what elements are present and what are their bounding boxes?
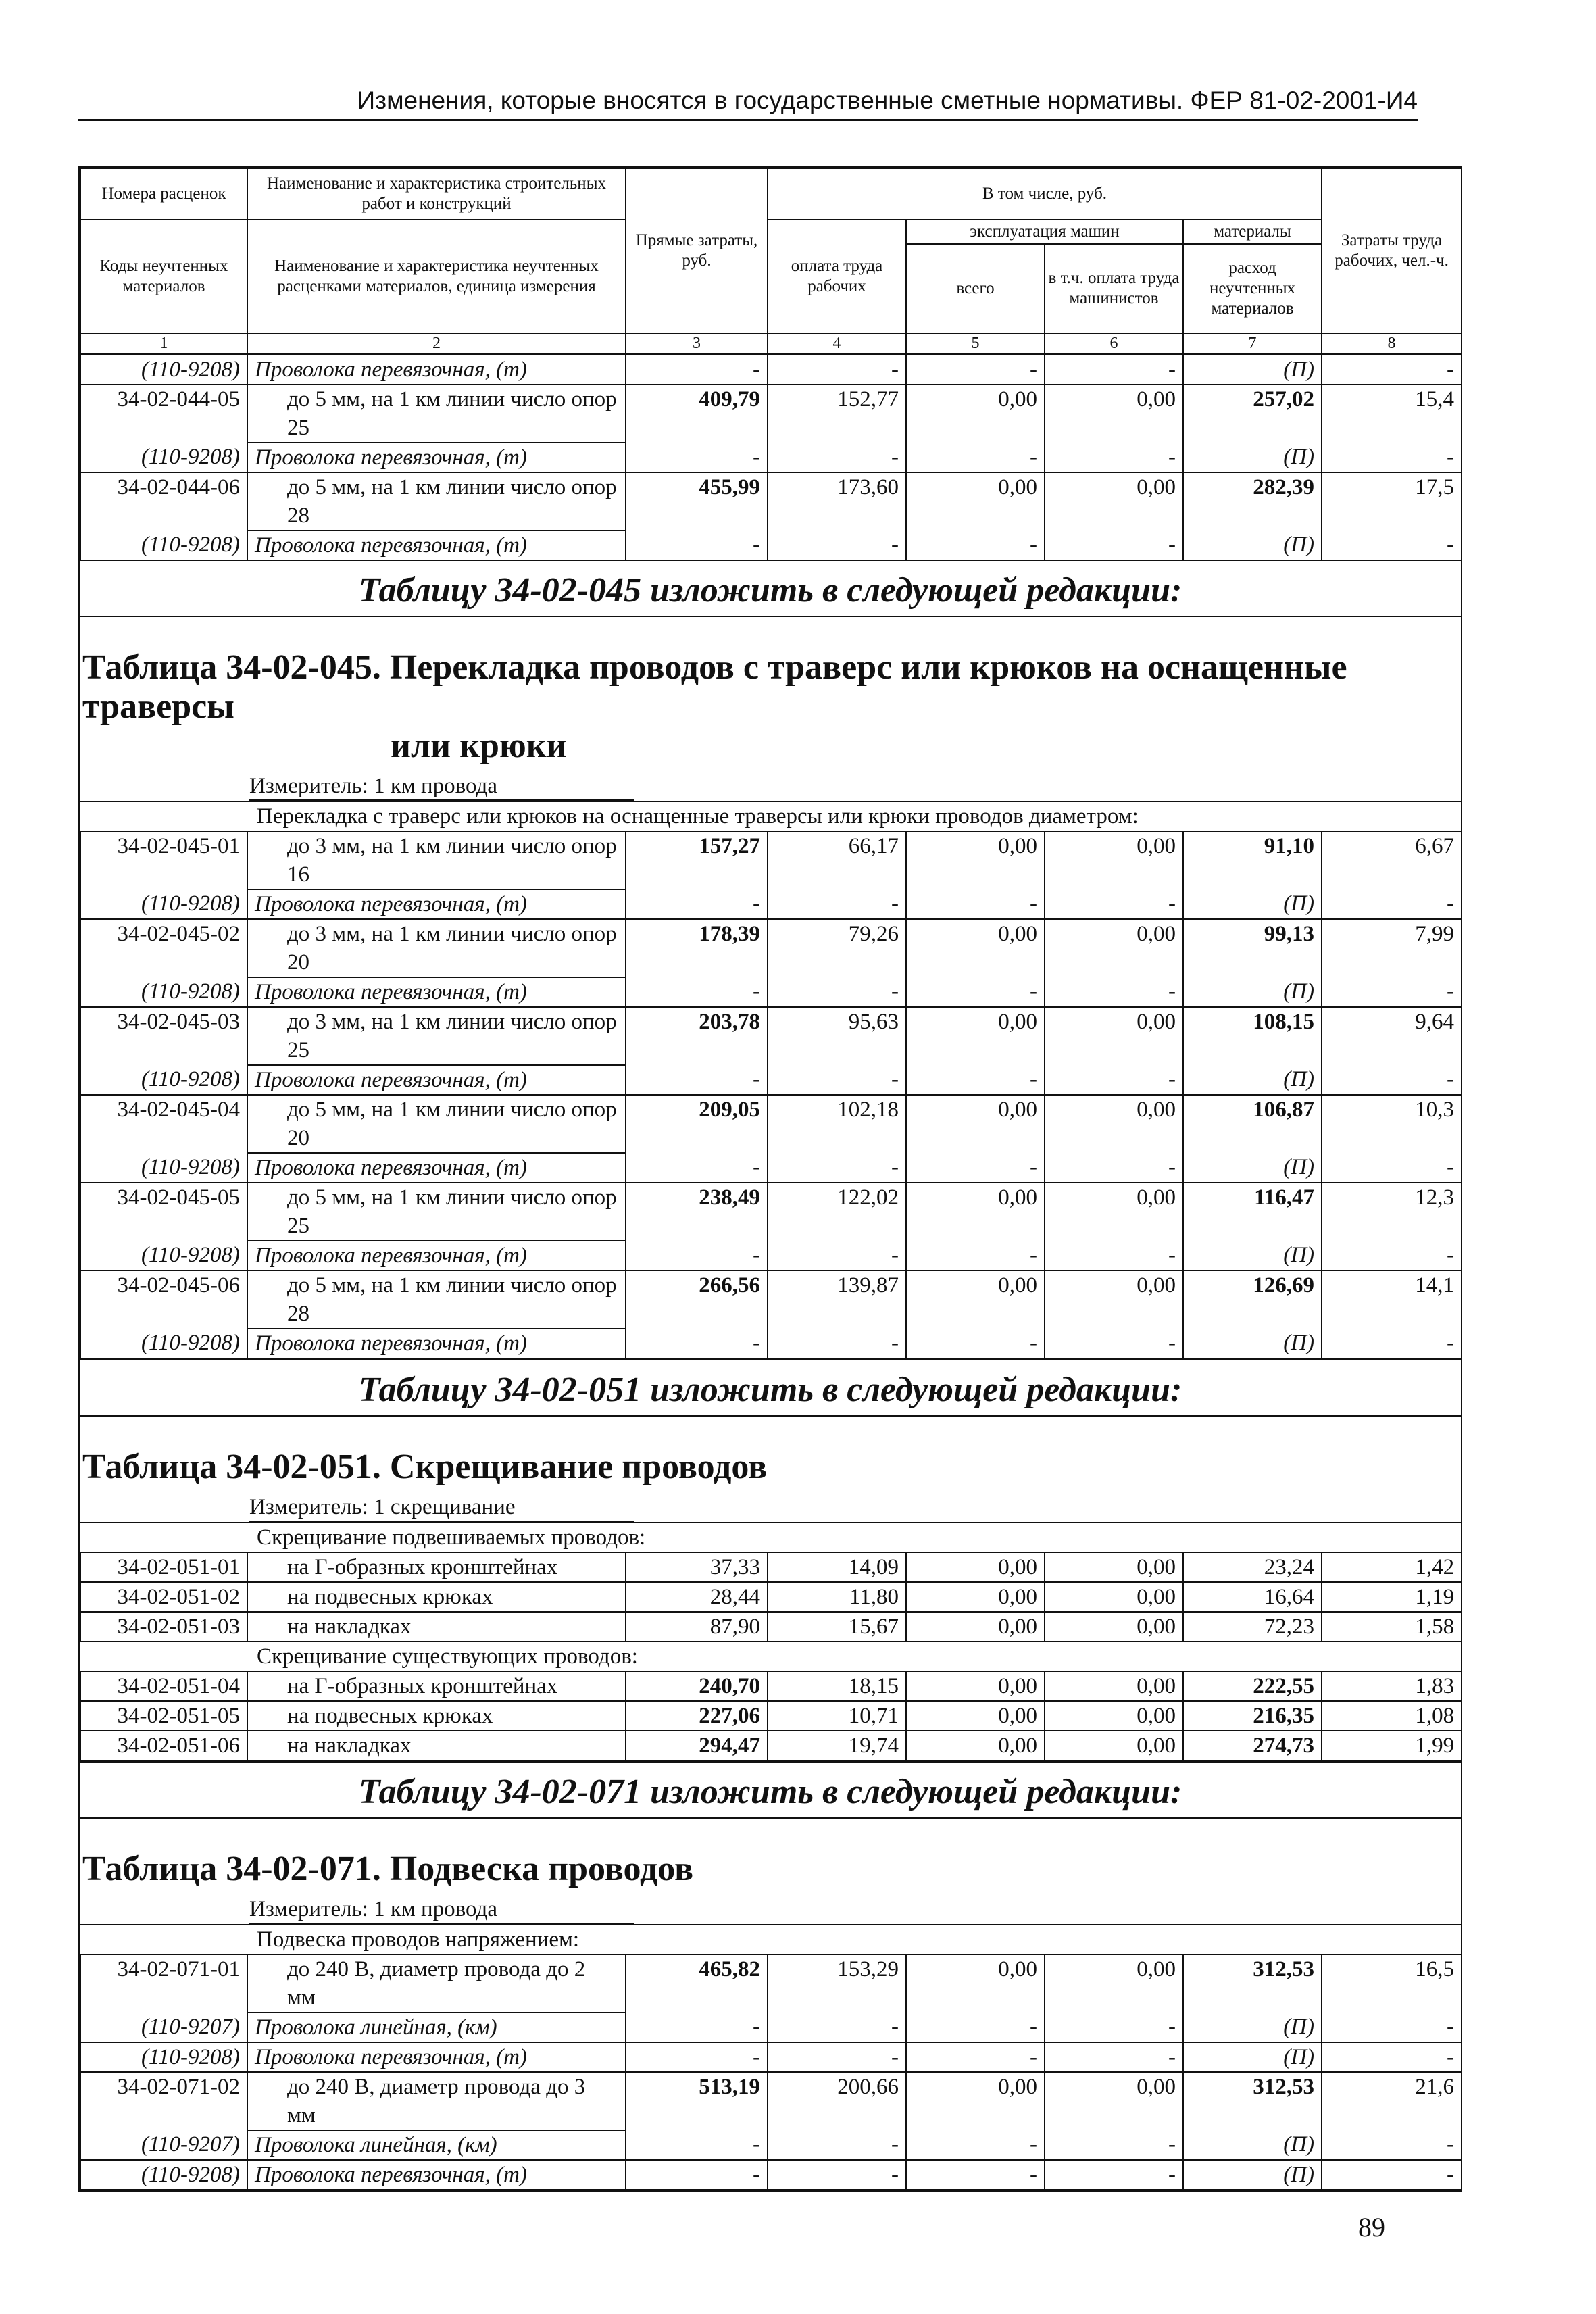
rate-value: 1,58 bbox=[1322, 1612, 1462, 1642]
rate-value: 12,3 bbox=[1322, 1183, 1462, 1241]
rate-name: до 5 мм, на 1 км линии число опор 25 bbox=[247, 1183, 626, 1241]
rate-value: 37,33 bbox=[626, 1552, 768, 1582]
rate-value: 0,00 bbox=[906, 1582, 1045, 1612]
col-num: 8 bbox=[1322, 333, 1462, 353]
material-value: - bbox=[626, 2042, 768, 2072]
rate-value: 95,63 bbox=[768, 1007, 906, 1065]
rate-value: 10,3 bbox=[1322, 1095, 1462, 1153]
material-value: - bbox=[626, 2160, 768, 2190]
rate-value: 0,00 bbox=[906, 1671, 1045, 1701]
rate-value: 1,42 bbox=[1322, 1552, 1462, 1582]
material-value: - bbox=[1322, 1153, 1462, 1183]
rate-value: 0,00 bbox=[906, 2072, 1045, 2130]
table-051-title-block bbox=[80, 1417, 1461, 1522]
rate-value: 14,1 bbox=[1322, 1271, 1462, 1329]
material-name: Проволока перевязочная, (т) bbox=[247, 2160, 626, 2190]
material-name: Проволока перевязочная, (т) bbox=[247, 1065, 626, 1095]
col-num: 2 bbox=[247, 333, 626, 353]
material-row bbox=[80, 977, 1462, 1007]
rate-value: 0,00 bbox=[1045, 1701, 1183, 1731]
rate-value: 257,02 bbox=[1183, 385, 1322, 443]
material-row bbox=[80, 1065, 1462, 1095]
material-value: - bbox=[1045, 2013, 1183, 2042]
col-mach-pay: в т.ч. оплата труда машинистов bbox=[1045, 244, 1183, 333]
material-value: - bbox=[1045, 2042, 1183, 2072]
table-34-02-051 bbox=[80, 1522, 1462, 1761]
col-num: 5 bbox=[906, 333, 1045, 353]
rate-name: до 3 мм, на 1 км линии число опор 25 bbox=[247, 1007, 626, 1065]
material-value: - bbox=[1045, 977, 1183, 1007]
col-name-top: Наименование и характеристика строительных работ и конструкций bbox=[247, 168, 626, 220]
rate-value: 238,49 bbox=[626, 1183, 768, 1241]
rate-value: 0,00 bbox=[906, 1271, 1045, 1329]
rate-value: 1,83 bbox=[1322, 1671, 1462, 1701]
material-value: - bbox=[626, 2013, 768, 2042]
rate-code: 34-02-051-02 bbox=[80, 1582, 247, 1612]
material-row bbox=[80, 2042, 1462, 2072]
rate-value: 0,00 bbox=[906, 1731, 1045, 1761]
rate-value: 72,23 bbox=[1183, 1612, 1322, 1642]
material-row: (110-9208) Проволока перевязочная, (т) - - - - (П) - bbox=[80, 355, 1462, 385]
material-value: - bbox=[906, 2130, 1045, 2160]
rate-value: 513,19 bbox=[626, 2072, 768, 2130]
rate-value: 11,80 bbox=[768, 1582, 906, 1612]
material-code: (110-9208) bbox=[80, 889, 247, 919]
rate-value: 1,08 bbox=[1322, 1701, 1462, 1731]
rate-value: 16,5 bbox=[1322, 1954, 1462, 2013]
rate-value: 15,67 bbox=[768, 1612, 906, 1642]
material-code: (110-9208) bbox=[80, 1153, 247, 1183]
rate-value: 122,02 bbox=[768, 1183, 906, 1241]
rate-value: 0,00 bbox=[1045, 1095, 1183, 1153]
rate-value: 21,6 bbox=[1322, 2072, 1462, 2130]
document-body bbox=[78, 166, 1462, 2192]
col-num: 4 bbox=[768, 333, 906, 353]
material-value: - bbox=[768, 443, 906, 472]
material-value: - bbox=[768, 889, 906, 919]
rate-code: 34-02-045-05 bbox=[80, 1183, 247, 1241]
rate-value: 28,44 bbox=[626, 1582, 768, 1612]
rate-value: 178,39 bbox=[626, 919, 768, 977]
rate-value: 0,00 bbox=[906, 1701, 1045, 1731]
rate-value: 0,00 bbox=[1045, 1271, 1183, 1329]
material-value: - bbox=[1322, 2160, 1462, 2190]
rate-value: 0,00 bbox=[906, 919, 1045, 977]
col-machines: эксплуатация машин bbox=[906, 220, 1183, 244]
material-value: - bbox=[626, 889, 768, 919]
material-name: Проволока перевязочная, (т) bbox=[247, 2042, 626, 2072]
rate-value: 0,00 bbox=[1045, 1671, 1183, 1701]
material-value: (П) bbox=[1183, 1329, 1322, 1358]
rate-value: 0,00 bbox=[906, 1007, 1045, 1065]
col-direct: Прямые затраты, руб. bbox=[626, 168, 768, 333]
material-name: Проволока перевязочная, (т) bbox=[247, 889, 626, 919]
rate-value: 409,79 bbox=[626, 385, 768, 443]
material-value: - bbox=[906, 2042, 1045, 2072]
material-value: - bbox=[1322, 889, 1462, 919]
rate-value: 455,99 bbox=[626, 472, 768, 531]
table-045-title-cont: или крюки bbox=[391, 727, 567, 765]
material-name: Проволока перевязочная, (т) bbox=[247, 1153, 626, 1183]
rate-value: 0,00 bbox=[906, 831, 1045, 889]
material-value: - bbox=[768, 1329, 906, 1358]
material-value: (П) bbox=[1183, 2160, 1322, 2190]
rate-name: на Г-образных кронштейнах bbox=[247, 1552, 626, 1582]
rate-value: 0,00 bbox=[906, 1183, 1045, 1241]
table-051-title: Таблица 34-02-051. Скрещивание проводов bbox=[82, 1448, 768, 1486]
rate-name: до 3 мм, на 1 км линии число опор 16 bbox=[247, 831, 626, 889]
table-071-section: Подвеска проводов напряжением: bbox=[80, 1925, 1462, 1954]
material-value: (П) bbox=[1183, 1153, 1322, 1183]
rate-value: 240,70 bbox=[626, 1671, 768, 1701]
rate-value: 200,66 bbox=[768, 2072, 906, 2130]
material-row bbox=[80, 531, 1462, 560]
col-codes-bottom: Коды неучтенных материалов bbox=[80, 220, 247, 333]
rate-value: 203,78 bbox=[626, 1007, 768, 1065]
table-row bbox=[80, 1007, 1462, 1065]
rate-code: 34-02-044-06 bbox=[80, 472, 247, 531]
rate-value: 99,13 bbox=[1183, 919, 1322, 977]
table-051-section-1: Скрещивание подвешиваемых проводов: bbox=[80, 1523, 1462, 1552]
rate-name: на подвесных крюках bbox=[247, 1701, 626, 1731]
material-value: (П) bbox=[1183, 889, 1322, 919]
rate-value: 227,06 bbox=[626, 1701, 768, 1731]
rate-value: 0,00 bbox=[1045, 1183, 1183, 1241]
rate-value: 0,00 bbox=[1045, 1552, 1183, 1582]
material-value: - bbox=[906, 1329, 1045, 1358]
material-value: (П) bbox=[1183, 443, 1322, 472]
rate-value: 0,00 bbox=[906, 1095, 1045, 1153]
material-name: Проволока линейная, (км) bbox=[247, 2130, 626, 2160]
material-value: - bbox=[906, 443, 1045, 472]
rate-value: 23,24 bbox=[1183, 1552, 1322, 1582]
rate-code: 34-02-051-05 bbox=[80, 1701, 247, 1731]
table-051-section-2: Скрещивание существующих проводов: bbox=[80, 1642, 1462, 1671]
table-045-section: Перекладка с траверс или крюков на оснащенные траверсы или крюки проводов диаметром: bbox=[80, 802, 1462, 831]
rate-value: 79,26 bbox=[768, 919, 906, 977]
material-value: - bbox=[1045, 531, 1183, 560]
material-value: - bbox=[906, 1065, 1045, 1095]
table-045-measure: Измеритель: 1 км провода bbox=[249, 772, 634, 801]
rate-value: 282,39 bbox=[1183, 472, 1322, 531]
table-row bbox=[80, 472, 1462, 531]
rate-value: 0,00 bbox=[906, 1552, 1045, 1582]
table-row bbox=[80, 1183, 1462, 1241]
table-row bbox=[80, 1701, 1462, 1731]
material-code: (110-9208) bbox=[80, 2160, 247, 2190]
material-value: - bbox=[1322, 531, 1462, 560]
material-name: Проволока перевязочная, (т) bbox=[247, 1241, 626, 1271]
col-num: 3 bbox=[626, 333, 768, 353]
material-value: (П) bbox=[1183, 2013, 1322, 2042]
table-34-02-045 bbox=[80, 801, 1462, 1359]
material-value: - bbox=[768, 2042, 906, 2072]
col-num: 6 bbox=[1045, 333, 1183, 353]
material-value: (П) bbox=[1183, 2042, 1322, 2072]
col-mach-total: всего bbox=[906, 244, 1045, 333]
col-incl: В том числе, руб. bbox=[768, 168, 1322, 220]
rate-value: 15,4 bbox=[1322, 385, 1462, 443]
rate-value: 274,73 bbox=[1183, 1731, 1322, 1761]
rate-value: 18,15 bbox=[768, 1671, 906, 1701]
rate-value: 1,19 bbox=[1322, 1582, 1462, 1612]
rate-value: 0,00 bbox=[1045, 472, 1183, 531]
material-value: (П) bbox=[1183, 531, 1322, 560]
rate-value: 10,71 bbox=[768, 1701, 906, 1731]
material-value: - bbox=[768, 2130, 906, 2160]
material-row bbox=[80, 889, 1462, 919]
rate-value: 0,00 bbox=[1045, 1582, 1183, 1612]
material-value: - bbox=[768, 1153, 906, 1183]
table-071-title-block bbox=[80, 1819, 1461, 1924]
rate-value: 173,60 bbox=[768, 472, 906, 531]
material-value: - bbox=[768, 531, 906, 560]
rate-name: до 5 мм, на 1 км линии число опор 28 bbox=[247, 472, 626, 531]
table-row bbox=[80, 1552, 1462, 1582]
table-row bbox=[80, 385, 1462, 443]
material-value: (П) bbox=[1183, 1065, 1322, 1095]
material-value: - bbox=[1322, 1329, 1462, 1358]
rate-name: до 5 мм, на 1 км линии число опор 25 bbox=[247, 385, 626, 443]
material-value: (П) bbox=[1183, 1241, 1322, 1271]
rate-value: 9,64 bbox=[1322, 1007, 1462, 1065]
rate-value: 222,55 bbox=[1183, 1671, 1322, 1701]
rate-value: 91,10 bbox=[1183, 831, 1322, 889]
material-value: - bbox=[1045, 2130, 1183, 2160]
material-row bbox=[80, 1153, 1462, 1183]
rate-code: 34-02-051-03 bbox=[80, 1612, 247, 1642]
material-code: (110-9208) bbox=[80, 1065, 247, 1095]
rate-value: 157,27 bbox=[626, 831, 768, 889]
material-value: (П) bbox=[1183, 2130, 1322, 2160]
material-code: (110-9208) bbox=[80, 2042, 247, 2072]
material-row bbox=[80, 2013, 1462, 2042]
material-value: - bbox=[1322, 977, 1462, 1007]
table-071-measure: Измеритель: 1 км провода bbox=[249, 1896, 634, 1924]
material-row bbox=[80, 2130, 1462, 2160]
material-value: - bbox=[1045, 443, 1183, 472]
material-value: - bbox=[768, 1065, 906, 1095]
material-code: (110-9207) bbox=[80, 2130, 247, 2160]
material-value: - bbox=[626, 1065, 768, 1095]
material-value: - bbox=[1045, 1329, 1183, 1358]
rate-code: 34-02-045-04 bbox=[80, 1095, 247, 1153]
rate-code: 34-02-071-01 bbox=[80, 1954, 247, 2013]
material-value: - bbox=[906, 2160, 1045, 2190]
rate-name: до 5 мм, на 1 км линии число опор 20 bbox=[247, 1095, 626, 1153]
table-row bbox=[80, 919, 1462, 977]
rate-value: 312,53 bbox=[1183, 1954, 1322, 2013]
rate-name: на накладках bbox=[247, 1731, 626, 1761]
material-value: - bbox=[1045, 1065, 1183, 1095]
table-34-02-071 bbox=[80, 1924, 1462, 2190]
instruction-045: Таблицу 34-02-045 изложить в следующей редакции: bbox=[80, 561, 1461, 617]
rate-value: 266,56 bbox=[626, 1271, 768, 1329]
rate-value: 126,69 bbox=[1183, 1271, 1322, 1329]
rate-value: 0,00 bbox=[1045, 385, 1183, 443]
rate-value: 152,77 bbox=[768, 385, 906, 443]
rate-code: 34-02-044-05 bbox=[80, 385, 247, 443]
table-34-02-044 bbox=[80, 354, 1462, 561]
table-row bbox=[80, 2072, 1462, 2130]
table-header bbox=[80, 168, 1462, 354]
rate-value: 14,09 bbox=[768, 1552, 906, 1582]
table-051-measure: Измеритель: 1 скрещивание bbox=[249, 1494, 634, 1522]
material-value: - bbox=[1045, 889, 1183, 919]
material-value: - bbox=[626, 2130, 768, 2160]
rate-code: 34-02-045-02 bbox=[80, 919, 247, 977]
material-value: - bbox=[626, 443, 768, 472]
rate-code: 34-02-051-06 bbox=[80, 1731, 247, 1761]
material-value: - bbox=[626, 531, 768, 560]
material-code: (110-9208) bbox=[80, 443, 247, 472]
material-code: (110-9208) bbox=[80, 531, 247, 560]
rate-value: 209,05 bbox=[626, 1095, 768, 1153]
material-value: (П) bbox=[1183, 977, 1322, 1007]
material-value: - bbox=[1322, 443, 1462, 472]
rate-code: 34-02-045-01 bbox=[80, 831, 247, 889]
table-045-title-block bbox=[80, 617, 1461, 801]
material-value: - bbox=[768, 977, 906, 1007]
material-code: (110-9208) bbox=[80, 1241, 247, 1271]
material-value: - bbox=[1322, 1065, 1462, 1095]
rate-value: 0,00 bbox=[1045, 1612, 1183, 1642]
material-value: - bbox=[1045, 2160, 1183, 2190]
page-header: Изменения, которые вносятся в государственные сметные нормативы. ФЕР 81-02-2001-И4 bbox=[78, 87, 1418, 121]
rate-value: 87,90 bbox=[626, 1612, 768, 1642]
material-name: Проволока перевязочная, (т) bbox=[247, 1329, 626, 1358]
material-value: - bbox=[906, 2013, 1045, 2042]
table-row bbox=[80, 1671, 1462, 1701]
material-code: (110-9207) bbox=[80, 2013, 247, 2042]
material-value: - bbox=[626, 1241, 768, 1271]
material-value: - bbox=[906, 889, 1045, 919]
col-mat-cost: расход неучтенных материалов bbox=[1183, 244, 1322, 333]
rate-value: 0,00 bbox=[1045, 831, 1183, 889]
instruction-071: Таблицу 34-02-071 изложить в следующей редакции: bbox=[80, 1761, 1461, 1819]
material-value: - bbox=[626, 977, 768, 1007]
table-row bbox=[80, 1095, 1462, 1153]
material-value: - bbox=[1322, 1241, 1462, 1271]
material-value: - bbox=[626, 1329, 768, 1358]
material-name: Проволока перевязочная, (т) bbox=[247, 443, 626, 472]
page-number: 89 bbox=[1358, 2212, 1385, 2242]
rate-value: 294,47 bbox=[626, 1731, 768, 1761]
rate-name: до 240 В, диаметр провода до 2 мм bbox=[247, 1954, 626, 2013]
rate-value: 0,00 bbox=[906, 385, 1045, 443]
material-value: - bbox=[1322, 2042, 1462, 2072]
rate-code: 34-02-051-01 bbox=[80, 1552, 247, 1582]
material-name: Проволока линейная, (км) bbox=[247, 2013, 626, 2042]
rate-value: 17,5 bbox=[1322, 472, 1462, 531]
material-name: Проволока перевязочная, (т) bbox=[247, 531, 626, 560]
rate-name: на Г-образных кронштейнах bbox=[247, 1671, 626, 1701]
rate-value: 0,00 bbox=[1045, 1954, 1183, 2013]
rate-value: 116,47 bbox=[1183, 1183, 1322, 1241]
material-row bbox=[80, 2160, 1462, 2190]
rate-value: 0,00 bbox=[1045, 919, 1183, 977]
rate-value: 19,74 bbox=[768, 1731, 906, 1761]
rate-name: до 3 мм, на 1 км линии число опор 20 bbox=[247, 919, 626, 977]
material-value: - bbox=[906, 977, 1045, 1007]
rate-value: 465,82 bbox=[626, 1954, 768, 2013]
material-value: - bbox=[626, 1153, 768, 1183]
material-row bbox=[80, 443, 1462, 472]
col-labor-pay: оплата труда рабочих bbox=[768, 220, 906, 333]
rate-value: 6,67 bbox=[1322, 831, 1462, 889]
table-071-title: Таблица 34-02-071. Подвеска проводов bbox=[82, 1850, 694, 1888]
rate-value: 102,18 bbox=[768, 1095, 906, 1153]
rate-code: 34-02-045-06 bbox=[80, 1271, 247, 1329]
material-value: - bbox=[906, 531, 1045, 560]
col-name-bottom: Наименование и характеристика неучтенных расценками материалов, единица измерения bbox=[247, 220, 626, 333]
rate-value: 312,53 bbox=[1183, 2072, 1322, 2130]
rate-name: на накладках bbox=[247, 1612, 626, 1642]
rate-name: до 5 мм, на 1 км линии число опор 28 bbox=[247, 1271, 626, 1329]
rate-value: 0,00 bbox=[1045, 2072, 1183, 2130]
table-045-title: Таблица 34-02-045. Перекладка проводов с траверс или крюков на оснащенные траверсы bbox=[82, 648, 1347, 726]
rate-value: 108,15 bbox=[1183, 1007, 1322, 1065]
material-name: Проволока перевязочная, (т) bbox=[247, 977, 626, 1007]
rate-name: на подвесных крюках bbox=[247, 1582, 626, 1612]
col-materials: материалы bbox=[1183, 220, 1322, 244]
material-value: - bbox=[1045, 1241, 1183, 1271]
rate-value: 16,64 bbox=[1183, 1582, 1322, 1612]
table-row bbox=[80, 1954, 1462, 2013]
material-value: - bbox=[1045, 1153, 1183, 1183]
col-codes-top: Номера расценок bbox=[80, 168, 247, 220]
material-value: - bbox=[906, 1241, 1045, 1271]
rate-value: 7,99 bbox=[1322, 919, 1462, 977]
material-code: (110-9208) bbox=[80, 977, 247, 1007]
rate-code: 34-02-071-02 bbox=[80, 2072, 247, 2130]
material-value: - bbox=[1322, 2013, 1462, 2042]
table-row bbox=[80, 1271, 1462, 1329]
rate-value: 0,00 bbox=[906, 1954, 1045, 2013]
material-value: - bbox=[1322, 2130, 1462, 2160]
table-row bbox=[80, 831, 1462, 889]
rate-value: 216,35 bbox=[1183, 1701, 1322, 1731]
material-value: - bbox=[906, 1153, 1045, 1183]
material-code: (110-9208) bbox=[80, 1329, 247, 1358]
col-num: 7 bbox=[1183, 333, 1322, 353]
rate-value: 0,00 bbox=[906, 1612, 1045, 1642]
material-row bbox=[80, 1241, 1462, 1271]
table-row bbox=[80, 1731, 1462, 1761]
rate-value: 66,17 bbox=[768, 831, 906, 889]
table-row bbox=[80, 1582, 1462, 1612]
rate-value: 139,87 bbox=[768, 1271, 906, 1329]
material-value: - bbox=[768, 2013, 906, 2042]
rate-value: 0,00 bbox=[906, 472, 1045, 531]
rate-code: 34-02-051-04 bbox=[80, 1671, 247, 1701]
material-value: - bbox=[768, 1241, 906, 1271]
instruction-051: Таблицу 34-02-051 изложить в следующей редакции: bbox=[80, 1359, 1461, 1417]
table-row bbox=[80, 1612, 1462, 1642]
rate-value: 1,99 bbox=[1322, 1731, 1462, 1761]
rate-name: до 240 В, диаметр провода до 3 мм bbox=[247, 2072, 626, 2130]
col-num: 1 bbox=[80, 333, 247, 353]
rate-code: 34-02-045-03 bbox=[80, 1007, 247, 1065]
rate-value: 0,00 bbox=[1045, 1731, 1183, 1761]
material-value: - bbox=[768, 2160, 906, 2190]
col-labor: Затраты труда рабочих, чел.-ч. bbox=[1322, 168, 1462, 333]
rate-value: 0,00 bbox=[1045, 1007, 1183, 1065]
rate-value: 153,29 bbox=[768, 1954, 906, 2013]
rate-value: 106,87 bbox=[1183, 1095, 1322, 1153]
material-row bbox=[80, 1329, 1462, 1358]
